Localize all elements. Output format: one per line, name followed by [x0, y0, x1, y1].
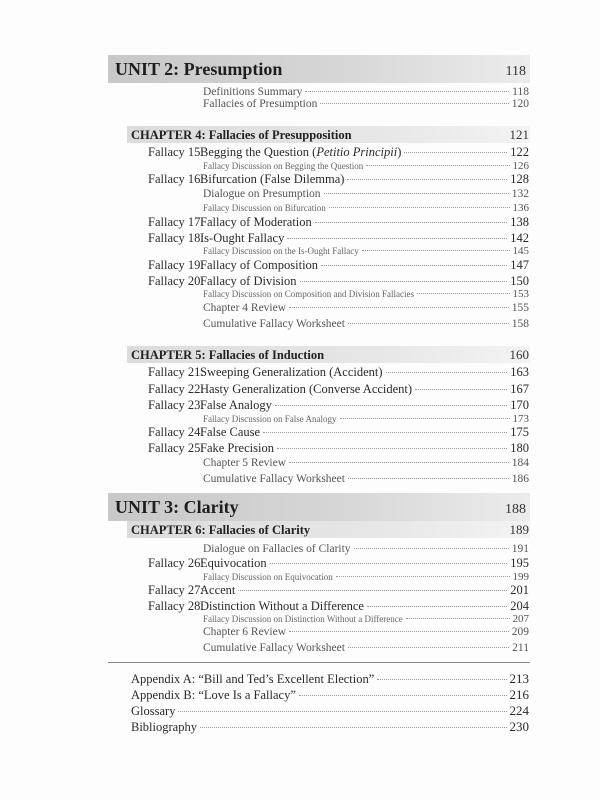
entry-title: Fallacy Discussion on Bifurcation [203, 203, 326, 213]
toc-entry [203, 98, 529, 110]
page-number: 167 [510, 382, 529, 396]
unit-title: UNIT 2: Presumption [115, 59, 283, 79]
fallacy-number: Fallacy 17: [148, 215, 204, 229]
page-number: 199 [512, 571, 529, 583]
entry-title: Appendix A: “Bill and Ted’s Excellent Election” [131, 672, 375, 686]
fallacy-entry [148, 231, 529, 246]
toc-entry [203, 543, 529, 555]
toc-entry [203, 318, 529, 330]
fallacy-number: Fallacy 24: [148, 425, 204, 439]
chapter-title: CHAPTER 6: Fallacies of Clarity [131, 523, 311, 537]
page-number: 230 [509, 719, 529, 734]
page-number: 211 [512, 642, 529, 654]
fallacy-number: Fallacy 15: [148, 145, 204, 159]
entry-title: Fallacy Discussion on the Is-Ought Fallacy [203, 246, 359, 256]
fallacy-title: Equivocation [200, 556, 267, 570]
page-number: 118 [505, 64, 526, 79]
fallacy-entry [148, 274, 529, 289]
fallacy-entry [148, 215, 529, 230]
page-number: 120 [511, 98, 529, 110]
entry-title: Dialogue on Presumption [203, 188, 321, 200]
page-number: 180 [510, 441, 529, 455]
page-number: 121 [509, 127, 529, 142]
fallacy-number: Fallacy 20: [148, 274, 204, 288]
fallacy-title: Distinction Without a Difference [200, 599, 364, 613]
chapter-title: CHAPTER 4: Fallacies of Presupposition [131, 128, 352, 142]
discussion-entry [203, 571, 529, 583]
fallacy-title: Bifurcation (False Dilemma) [200, 172, 345, 186]
page-number: 191 [511, 543, 529, 555]
page-number: 138 [510, 215, 529, 229]
entry-title: Fallacy Discussion on Distinction Without a Difference [203, 614, 403, 624]
page-number: 153 [512, 288, 529, 300]
fallacy-title: Is-Ought Fallacy [200, 231, 285, 245]
chapter-4-heading [131, 127, 529, 143]
page-number: 142 [510, 231, 529, 245]
page-number: 213 [509, 671, 529, 686]
fallacy-entry [148, 172, 529, 187]
page-number: 136 [512, 202, 529, 214]
fallacy-entry [148, 382, 529, 397]
fallacy-number: Fallacy 28: [148, 599, 204, 613]
entry-title: Appendix B: “Love Is a Fallacy” [131, 688, 296, 702]
page-number: 122 [510, 145, 529, 159]
entry-title: Fallacy Discussion on Composition and Division Fallacies [203, 289, 414, 299]
page-number: 175 [510, 425, 529, 439]
fallacy-number: Fallacy 25: [148, 441, 204, 455]
discussion-entry [203, 245, 529, 257]
discussion-entry [203, 160, 529, 172]
discussion-entry [203, 202, 529, 214]
page-number: 216 [509, 687, 529, 702]
chapter-6-heading [131, 522, 529, 538]
fallacy-number: Fallacy 26: [148, 556, 204, 570]
page-number: 195 [510, 556, 529, 570]
page-number: 173 [512, 413, 529, 425]
chapter-5-heading [131, 347, 529, 363]
entry-title: Chapter 5 Review [203, 457, 287, 469]
page-number: 204 [510, 599, 529, 613]
fallacy-title: Sweeping Generalization (Accident) [200, 365, 383, 379]
entry-title: Cumulative Fallacy Worksheet [203, 473, 345, 485]
page-number: 128 [510, 172, 529, 186]
entry-title: Bibliography [131, 720, 197, 734]
glossary-entry [131, 703, 529, 719]
fallacy-title: Begging the Question (Petitio Principii) [200, 145, 402, 159]
unit-2-heading [115, 59, 526, 80]
appendix-b-entry [131, 687, 529, 703]
entry-title: Cumulative Fallacy Worksheet [203, 318, 345, 330]
bibliography-entry [131, 719, 529, 735]
fallacy-entry [148, 145, 529, 160]
entry-title: Dialogue on Fallacies of Clarity [203, 543, 351, 555]
toc-entry [203, 86, 529, 98]
entry-title: Chapter 6 Review [203, 626, 287, 638]
toc-entry [203, 473, 529, 485]
page-number: 160 [509, 347, 529, 362]
fallacy-entry [148, 425, 529, 440]
page-number: 201 [510, 583, 529, 597]
toc-entry [203, 457, 529, 469]
page-number: 209 [511, 626, 529, 638]
toc-entry [203, 302, 529, 314]
page-number: 170 [510, 398, 529, 412]
page-number: 147 [510, 258, 529, 272]
entry-title: Cumulative Fallacy Worksheet [203, 642, 345, 654]
fallacy-title: False Cause [200, 425, 261, 439]
unit-title: UNIT 3: Clarity [115, 497, 239, 517]
entry-title: Fallacies of Presumption [203, 98, 318, 110]
page-number: 186 [511, 473, 529, 485]
discussion-entry [203, 288, 529, 300]
fallacy-title: Fallacy of Composition [200, 258, 319, 272]
fallacy-number: Fallacy 19: [148, 258, 204, 272]
fallacy-number: Fallacy 16: [148, 172, 204, 186]
page-number: 145 [512, 245, 529, 257]
entry-title: Fallacy Discussion on Begging the Question [203, 161, 364, 171]
fallacy-title: Fake Precision [200, 441, 274, 455]
page-number: 207 [512, 613, 529, 625]
fallacy-title: False Analogy [200, 398, 272, 412]
page-number: 155 [511, 302, 529, 314]
fallacy-title: Fallacy of Moderation [200, 215, 312, 229]
discussion-entry [203, 413, 529, 425]
fallacy-entry [148, 441, 529, 456]
appendix-a-entry [131, 671, 529, 687]
fallacy-entry [148, 599, 529, 614]
page-number: 163 [510, 365, 529, 379]
page-number: 189 [509, 522, 529, 537]
fallacy-title: Accent [200, 583, 236, 597]
entry-title: Fallacy Discussion on Equivocation [203, 572, 333, 582]
page-number: 150 [510, 274, 529, 288]
fallacy-number: Fallacy 21: [148, 365, 204, 379]
fallacy-number: Fallacy 27: [148, 583, 204, 597]
fallacy-entry [148, 258, 529, 273]
unit-3-heading [115, 497, 526, 518]
fallacy-title: Hasty Generalization (Converse Accident) [200, 382, 413, 396]
fallacy-title: Fallacy of Division [200, 274, 297, 288]
fallacy-entry [148, 398, 529, 413]
entry-title: Fallacy Discussion on False Analogy [203, 414, 337, 424]
page-number: 188 [505, 502, 526, 517]
fallacy-entry [148, 556, 529, 571]
chapter-title: CHAPTER 5: Fallacies of Induction [131, 348, 325, 362]
entry-title: Glossary [131, 704, 176, 718]
entry-title: Chapter 4 Review [203, 302, 287, 314]
fallacy-number: Fallacy 23: [148, 398, 204, 412]
toc-entry [203, 626, 529, 638]
entry-title: Definitions Summary [203, 86, 303, 98]
toc-entry [203, 642, 529, 654]
page-number: 126 [512, 160, 529, 172]
section-divider [108, 662, 530, 663]
page-number: 224 [509, 703, 529, 718]
page-number: 184 [511, 457, 529, 469]
page-number: 158 [511, 318, 529, 330]
fallacy-number: Fallacy 22: [148, 382, 204, 396]
fallacy-entry [148, 365, 529, 380]
fallacy-entry [148, 583, 529, 598]
toc-entry [203, 188, 529, 200]
discussion-entry [203, 613, 529, 625]
page-number: 118 [512, 86, 529, 98]
page-number: 132 [511, 188, 529, 200]
fallacy-number: Fallacy 18: [148, 231, 204, 245]
